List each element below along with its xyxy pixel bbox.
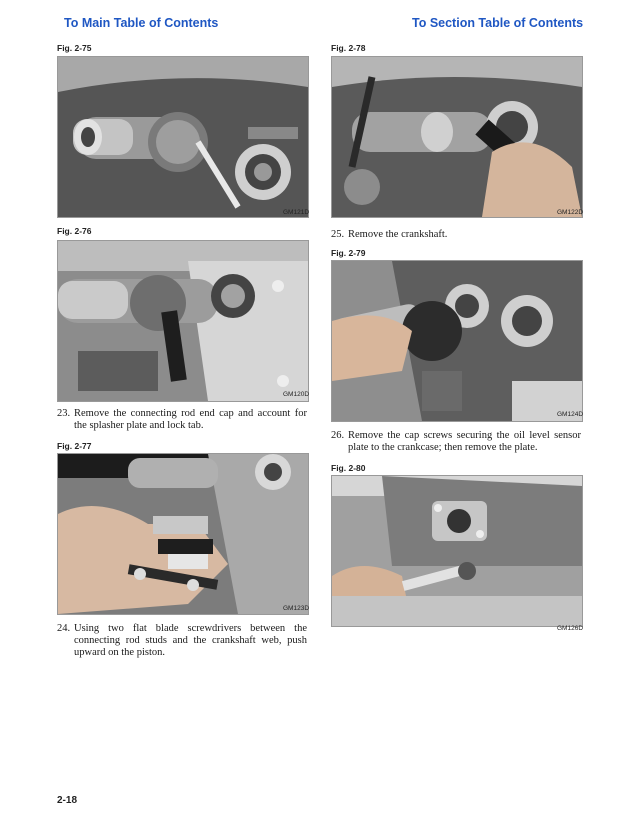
figure-photo (331, 260, 583, 422)
figure-code: GM126D (557, 625, 584, 632)
main-toc-link[interactable]: To Main Table of Contents (64, 16, 219, 30)
step-text: Remove the connecting rod end cap and account for the splasher plate and lock tab. (74, 408, 307, 431)
figure-label: Fig. 2-78 (331, 43, 366, 53)
step-number: 25. (331, 229, 345, 240)
figure-photo (57, 453, 309, 615)
figure-photo (331, 56, 583, 218)
step-text: Remove the crankshaft. (348, 229, 448, 240)
figure-label: Fig. 2-79 (331, 248, 366, 258)
figure-photo (331, 475, 583, 627)
step-number: 24. (57, 623, 71, 634)
section-toc-link[interactable]: To Section Table of Contents (412, 16, 584, 30)
step-number: 26. (331, 430, 345, 441)
figure-code: GM124D (557, 411, 584, 418)
page-number: 2-18 (57, 795, 78, 806)
step-number: 23. (57, 408, 71, 419)
figure-code: GM121D (283, 209, 310, 216)
figure-photo (57, 240, 309, 402)
figure-label: Fig. 2-80 (331, 463, 366, 473)
figure-code: GM123D (283, 605, 310, 612)
step-23 (57, 408, 307, 432)
step-24 (57, 623, 307, 659)
figure-code: GM122D (557, 209, 584, 216)
figure-label: Fig. 2-76 (57, 226, 92, 236)
step-text: Using two flat blade screwdrivers between the connecting rod studs and the crankshaft web, push upward on the piston. (74, 623, 307, 658)
step-26 (331, 430, 581, 454)
step-text: Remove the cap screws securing the oil level sensor plate to the crankcase; then remove the plate. (348, 430, 581, 453)
figure-label: Fig. 2-75 (57, 43, 92, 53)
figure-label: Fig. 2-77 (57, 441, 92, 451)
figure-code: GM120D (283, 391, 310, 398)
figure-photo (57, 56, 309, 218)
step-25 (331, 229, 581, 241)
